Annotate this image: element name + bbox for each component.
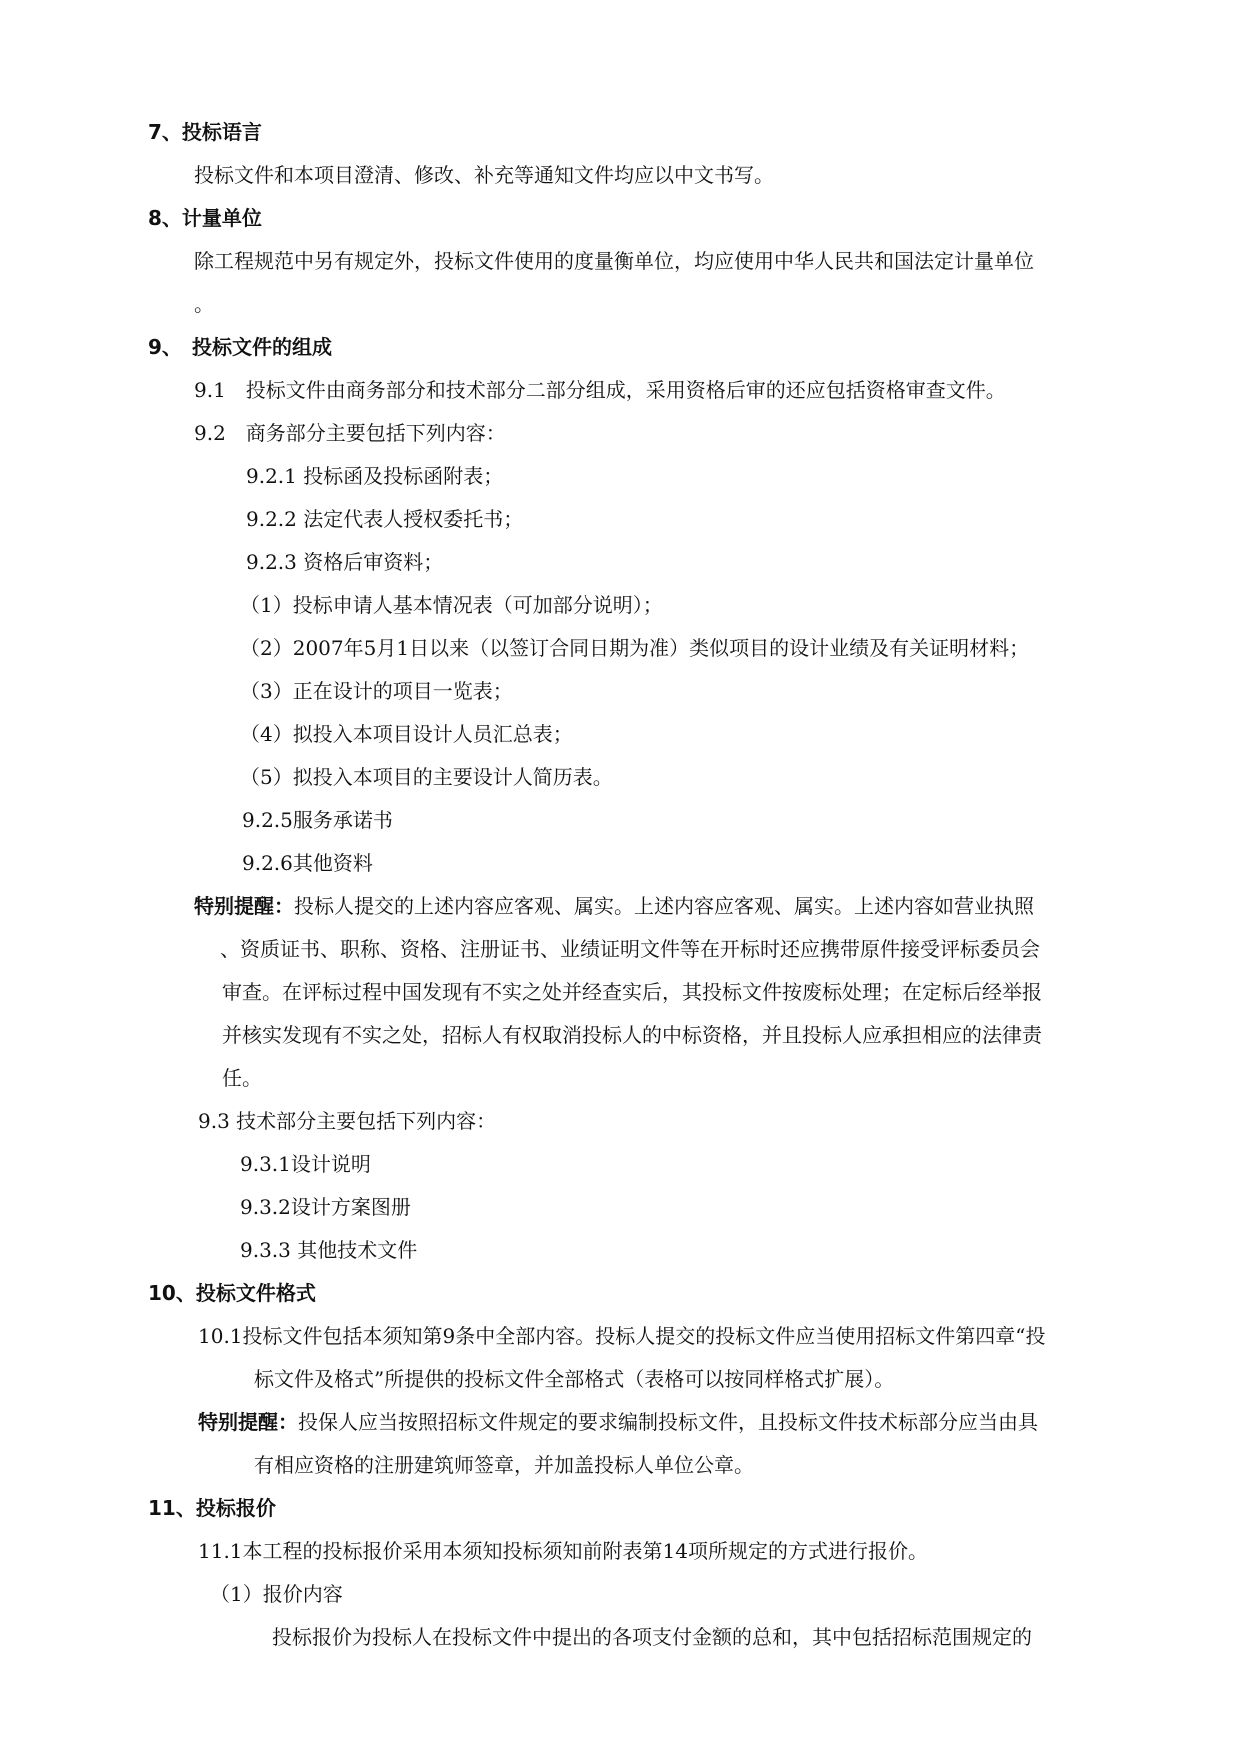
para-9-2-3: 9.2.3 资格后审资料； <box>246 550 444 574</box>
section-7-body: 投标文件和本项目澄清、修改、补充等通知文件均应以中文书写。 <box>194 163 774 187</box>
para-10-1: 10.1投标文件包括本须知第9条中全部内容。投标人提交的投标文件应当使用招标文件第四章“投 <box>198 1324 1046 1348</box>
para-9-3-3: 9.3.3 其他技术文件 <box>240 1238 418 1262</box>
list-item-1: （1）投标申请人基本情况表（可加部分说明）； <box>240 593 663 617</box>
para-9-3-2: 9.3.2设计方案图册 <box>240 1195 411 1219</box>
special-notice-2 <box>198 1410 1038 1434</box>
list-item-4: （4）拟投入本项目设计人员汇总表； <box>240 722 573 746</box>
section-9-number: 9、 <box>148 335 182 359</box>
para-9-2-5: 9.2.5服务承诺书 <box>242 808 393 832</box>
section-8-body-end: 。 <box>194 292 214 316</box>
special-notice-label: 特别提醒： <box>194 894 294 918</box>
para-quote-content: 投标报价为投标人在投标文件中提出的各项支付金额的总和，其中包括招标范围规定的 <box>272 1625 1032 1649</box>
section-10-heading: 10、投标文件格式 <box>148 1281 316 1305</box>
para-9-2: 9.2 商务部分主要包括下列内容： <box>194 421 506 445</box>
special-notice-1-line-2: 、资质证书、职称、资格、注册证书、业绩证明文件等在开标时还应携带原件接受评标委员会 <box>220 937 1040 961</box>
section-8-body: 除工程规范中另有规定外，投标文件使用的度量衡单位，均应使用中华人民共和国法定计量单位 <box>194 249 1034 273</box>
list-item-3: （3）正在设计的项目一览表； <box>240 679 513 703</box>
special-notice-1-line-3: 审查。在评标过程中国发现有不实之处并经查实后，其投标文件按废标处理；在定标后经举报 <box>222 980 1042 1004</box>
para-9-1: 9.1 投标文件由商务部分和技术部分二部分组成，采用资格后审的还应包括资格审查文件。 <box>194 378 1006 402</box>
para-9-2-1: 9.2.1 投标函及投标函附表； <box>246 464 504 488</box>
section-7-heading: 7、投标语言 <box>148 120 262 144</box>
para-9-2-2: 9.2.2 法定代表人授权委托书； <box>246 507 524 531</box>
list-item-5: （5）拟投入本项目的主要设计人简历表。 <box>240 765 613 789</box>
special-notice-2-label: 特别提醒： <box>198 1410 298 1434</box>
special-notice-text: 投标人提交的上述内容应客观、属实。上述内容应客观、属实。上述内容如营业执照 <box>294 894 1034 918</box>
special-notice-2-text: 投保人应当按照招标文件规定的要求编制投标文件，且投标文件技术标部分应当由具 <box>298 1410 1038 1434</box>
special-notice-1-line-5: 任。 <box>222 1066 262 1090</box>
para-9-2-6: 9.2.6其他资料 <box>242 851 373 875</box>
section-8-heading: 8、计量单位 <box>148 206 262 230</box>
para-11-1: 11.1本工程的投标报价采用本须知投标须知前附表第14项所规定的方式进行报价。 <box>198 1539 928 1563</box>
section-9-heading: 投标文件的组成 <box>192 335 332 359</box>
section-11-heading: 11、投标报价 <box>148 1496 276 1520</box>
subsection-quote-content: （1）报价内容 <box>210 1582 343 1606</box>
special-notice-1-line-4: 并核实发现有不实之处，招标人有权取消投标人的中标资格，并且投标人应承担相应的法律责 <box>222 1023 1042 1047</box>
list-item-2: （2）2007年5月1日以来（以签订合同日期为准）类似项目的设计业绩及有关证明材料； <box>240 636 1030 660</box>
special-notice-2-line-2: 有相应资格的注册建筑师签章，并加盖投标人单位公章。 <box>254 1453 754 1477</box>
special-notice-1 <box>194 894 1034 918</box>
para-9-3: 9.3 技术部分主要包括下列内容： <box>198 1109 497 1133</box>
para-10-1-line-2: 标文件及格式”所提供的投标文件全部格式（表格可以按同样格式扩展）。 <box>254 1367 895 1391</box>
para-9-3-1: 9.3.1设计说明 <box>240 1152 371 1176</box>
